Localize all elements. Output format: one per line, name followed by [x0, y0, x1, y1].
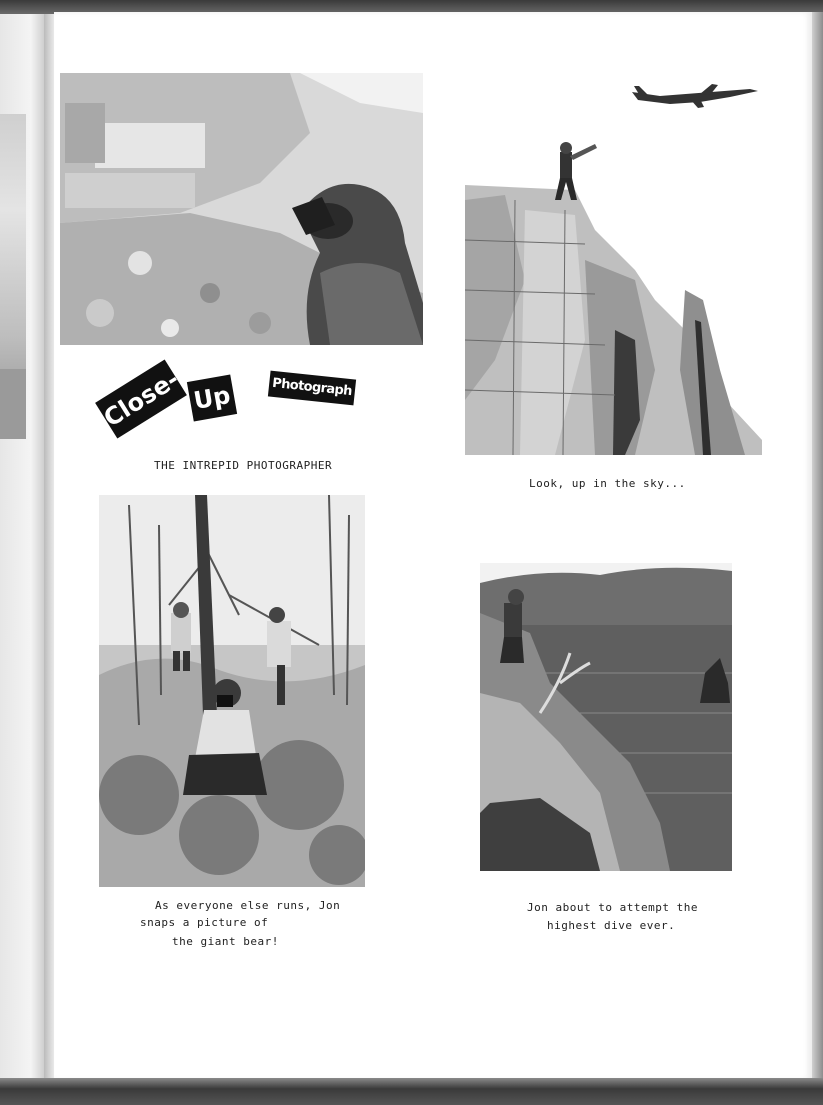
caption-photo4-line2: highest dive ever.	[547, 919, 676, 932]
photo-lake-dive	[480, 563, 732, 871]
caption-photo2: Look, up in the sky...	[529, 477, 686, 490]
photo-forest-bear	[99, 495, 365, 887]
caption-photo3-line2: snaps a picture of	[140, 916, 269, 929]
facing-page-edge	[0, 14, 44, 1080]
photo-intrepid-photographer	[60, 73, 423, 345]
airplane-cutout	[630, 82, 760, 110]
caption-photo3-line3: the giant bear!	[172, 935, 279, 948]
caption-photo1: THE INTREPID PHOTOGRAPHER	[154, 459, 333, 472]
photo-cliff-sky	[465, 140, 762, 455]
page-right-edge	[812, 12, 823, 1080]
book-gutter	[44, 14, 54, 1080]
headline-cutout-up: Up	[187, 374, 237, 421]
caption-photo4-line1: Jon about to attempt the	[527, 901, 698, 914]
facing-page-photo-dark	[0, 369, 26, 439]
headline-cutout-photograph: Photograph	[268, 371, 356, 406]
headline-cutout-close: Close-	[95, 359, 187, 438]
scanner-bottom-edge	[0, 1078, 823, 1105]
caption-photo3-line1: As everyone else runs, Jon	[155, 899, 341, 912]
